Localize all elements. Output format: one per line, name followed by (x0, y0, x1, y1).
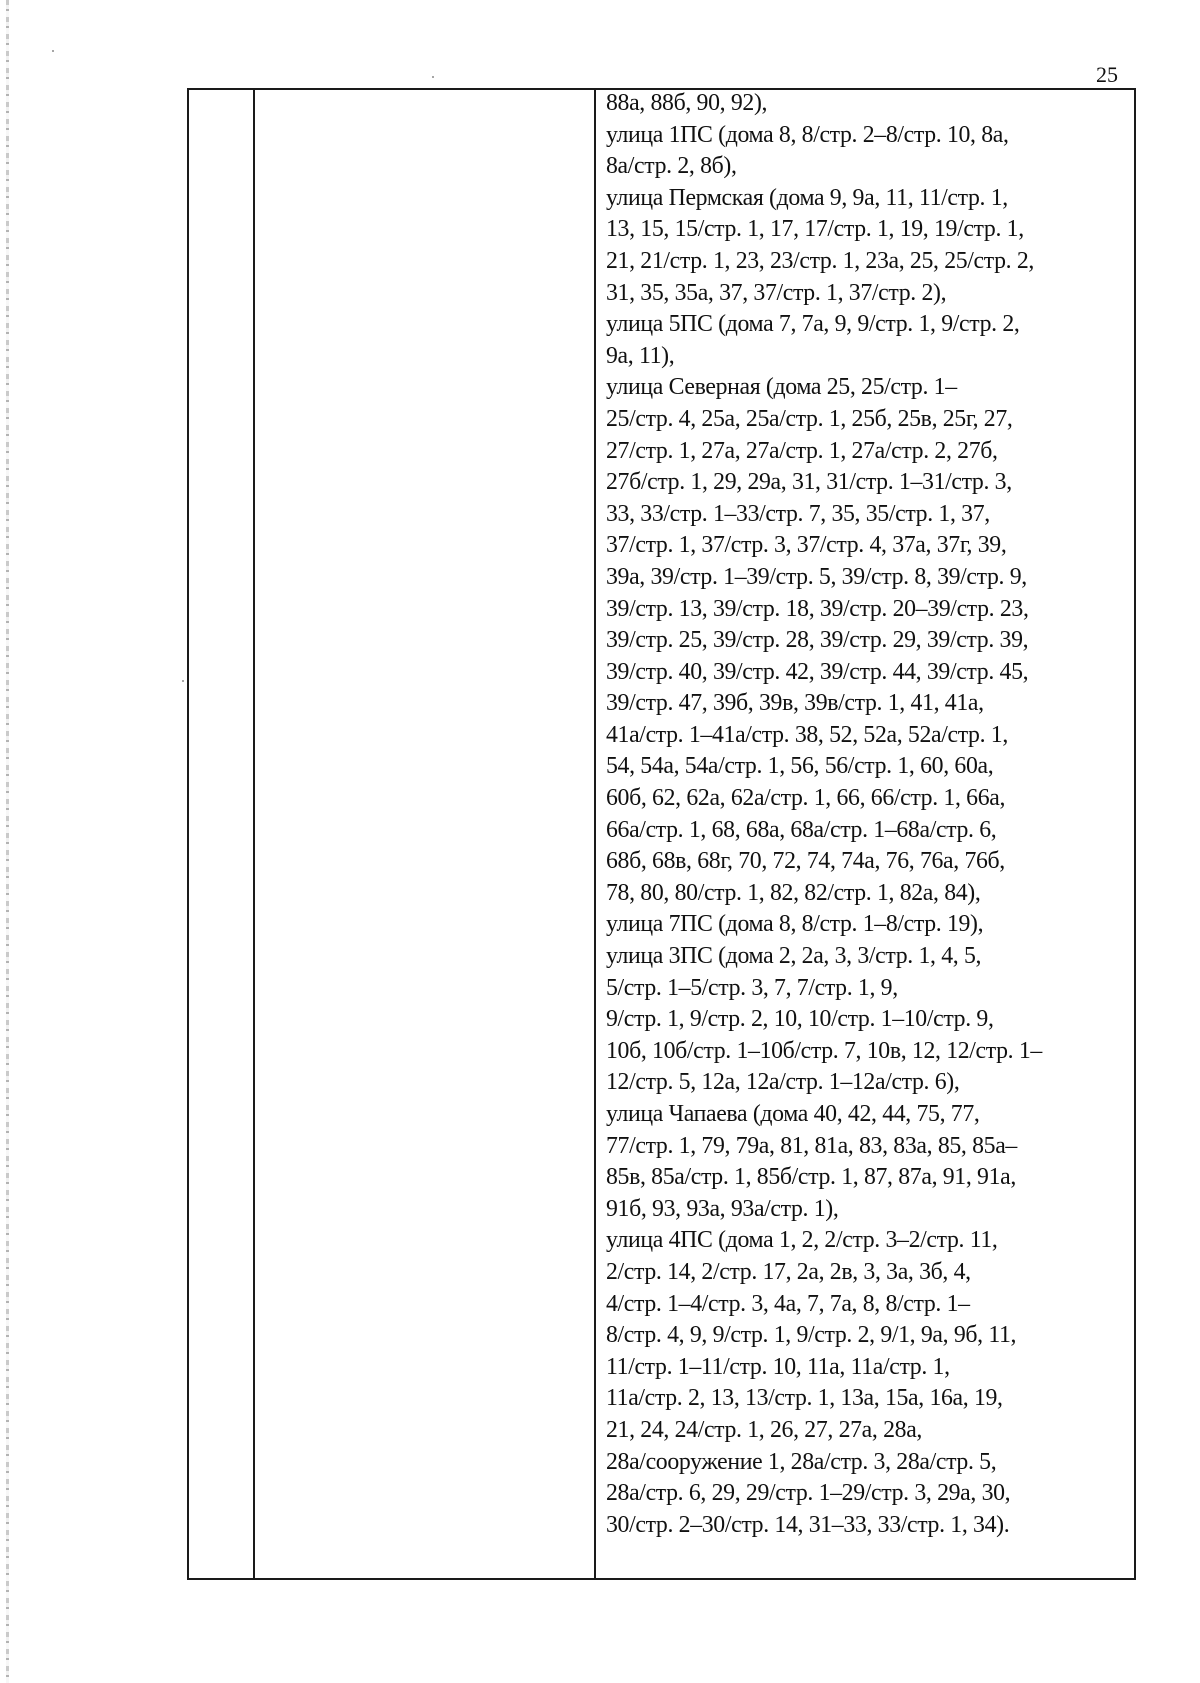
address-line: 39/стр. 40, 39/стр. 42, 39/стр. 44, 39/стр. 45, (606, 658, 1029, 685)
address-line: 21, 24, 24/стр. 1, 26, 27, 27а, 28а, (606, 1416, 923, 1443)
address-line: 28а/сооружение 1, 28а/стр. 3, 28а/стр. 5, (606, 1448, 997, 1475)
scan-speck (182, 680, 184, 682)
address-line: 66а/стр. 1, 68, 68а, 68а/стр. 1–68а/стр. 6, (606, 816, 997, 843)
address-line: улица Северная (дома 25, 25/стр. 1– (606, 374, 957, 401)
address-line: улица 7ПС (дома 8, 8/стр. 1–8/стр. 19), (606, 911, 984, 938)
address-line: улица 3ПС (дома 2, 2а, 3, 3/стр. 1, 4, 5, (606, 943, 982, 970)
address-line: улица 5ПС (дома 7, 7а, 9, 9/стр. 1, 9/стр. 2, (606, 311, 1020, 338)
table-cell-addresses (606, 88, 1134, 1541)
address-line: 37/стр. 1, 37/стр. 3, 37/стр. 4, 37а, 37г, 39, (606, 532, 1007, 559)
address-line: 68б, 68в, 68г, 70, 72, 74, 74а, 76, 76а, 76б, (606, 848, 1005, 875)
address-line: улица Пермская (дома 9, 9а, 11, 11/стр. 1, (606, 184, 1008, 211)
address-line: 5/стр. 1–5/стр. 3, 7, 7/стр. 1, 9, (606, 974, 898, 1001)
address-line: 21, 21/стр. 1, 23, 23/стр. 1, 23а, 25, 25/стр. 2, (606, 247, 1035, 274)
page-number: 25 (1096, 62, 1118, 87)
address-line: 39/стр. 47, 39б, 39в, 39в/стр. 1, 41, 41а, (606, 690, 984, 717)
address-line: 31, 35, 35а, 37, 37/стр. 1, 37/стр. 2), (606, 279, 947, 306)
address-line: 60б, 62, 62а, 62а/стр. 1, 66, 66/стр. 1, 66а, (606, 785, 1006, 812)
address-line: 25/стр. 4, 25а, 25а/стр. 1, 25б, 25в, 25г, 27, (606, 405, 1013, 432)
address-line: 12/стр. 5, 12а, 12а/стр. 1–12а/стр. 6), (606, 1069, 960, 1096)
table-column-divider (594, 90, 596, 1578)
scan-speck (432, 76, 434, 78)
address-line: 85в, 85а/стр. 1, 85б/стр. 1, 87, 87а, 91, 91а, (606, 1164, 1016, 1191)
address-line: 28а/стр. 6, 29, 29/стр. 1–29/стр. 3, 29а, 30, (606, 1480, 1011, 1507)
address-line: 39а, 39/стр. 1–39/стр. 5, 39/стр. 8, 39/стр. 9, (606, 563, 1027, 590)
address-line: 9а, 11), (606, 342, 675, 369)
address-line: 13, 15, 15/стр. 1, 17, 17/стр. 1, 19, 19/стр. 1, (606, 216, 1024, 243)
address-line: 33, 33/стр. 1–33/стр. 7, 35, 35/стр. 1, 37, (606, 500, 990, 527)
address-table (187, 88, 1136, 1580)
address-line: 27б/стр. 1, 29, 29а, 31, 31/стр. 1–31/стр. 3, (606, 469, 1012, 496)
address-line: 8/стр. 4, 9, 9/стр. 1, 9/стр. 2, 9/1, 9а, 9б, 11, (606, 1322, 1017, 1349)
address-line: 9/стр. 1, 9/стр. 2, 10, 10/стр. 1–10/стр. 9, (606, 1006, 994, 1033)
address-line: 11а/стр. 2, 13, 13/стр. 1, 13а, 15а, 16а, 19, (606, 1385, 1003, 1412)
address-line: 39/стр. 13, 39/стр. 18, 39/стр. 20–39/стр. 23, (606, 595, 1029, 622)
table-column-divider (253, 90, 255, 1578)
address-line: улица Чапаева (дома 40, 42, 44, 75, 77, (606, 1101, 980, 1127)
address-line: 88а, 88б, 90, 92), (606, 90, 768, 116)
address-line: улица 4ПС (дома 1, 2, 2/стр. 3–2/стр. 11, (606, 1227, 998, 1254)
address-line: 30/стр. 2–30/стр. 14, 31–33, 33/стр. 1, 34). (606, 1511, 1010, 1538)
scan-speck (52, 50, 54, 52)
address-line: 77/стр. 1, 79, 79а, 81, 81а, 83, 83а, 85, 85а– (606, 1132, 1017, 1159)
address-line: улица 1ПС (дома 8, 8/стр. 2–8/стр. 10, 8а, (606, 121, 1009, 148)
address-line: 27/стр. 1, 27а, 27а/стр. 1, 27а/стр. 2, 27б, (606, 437, 998, 464)
address-line: 78, 80, 80/стр. 1, 82, 82/стр. 1, 82а, 84), (606, 879, 981, 906)
address-line: 54, 54а, 54а/стр. 1, 56, 56/стр. 1, 60, 60а, (606, 753, 994, 780)
address-line: 91б, 93, 93а, 93а/стр. 1), (606, 1195, 839, 1222)
address-line: 11/стр. 1–11/стр. 10, 11а, 11а/стр. 1, (606, 1353, 950, 1380)
address-line: 2/стр. 14, 2/стр. 17, 2а, 2в, 3, 3а, 3б, 4, (606, 1258, 971, 1285)
address-line: 39/стр. 25, 39/стр. 28, 39/стр. 29, 39/стр. 39, (606, 627, 1029, 654)
address-line: 8а/стр. 2, 8б), (606, 153, 737, 180)
address-line: 10б, 10б/стр. 1–10б/стр. 7, 10в, 12, 12/стр. 1– (606, 1037, 1042, 1064)
address-line: 4/стр. 1–4/стр. 3, 4а, 7, 7а, 8, 8/стр. 1– (606, 1290, 970, 1317)
scan-edge-artifact (6, 0, 9, 1683)
address-line: 41а/стр. 1–41а/стр. 38, 52, 52а, 52а/стр. 1, (606, 721, 1008, 748)
